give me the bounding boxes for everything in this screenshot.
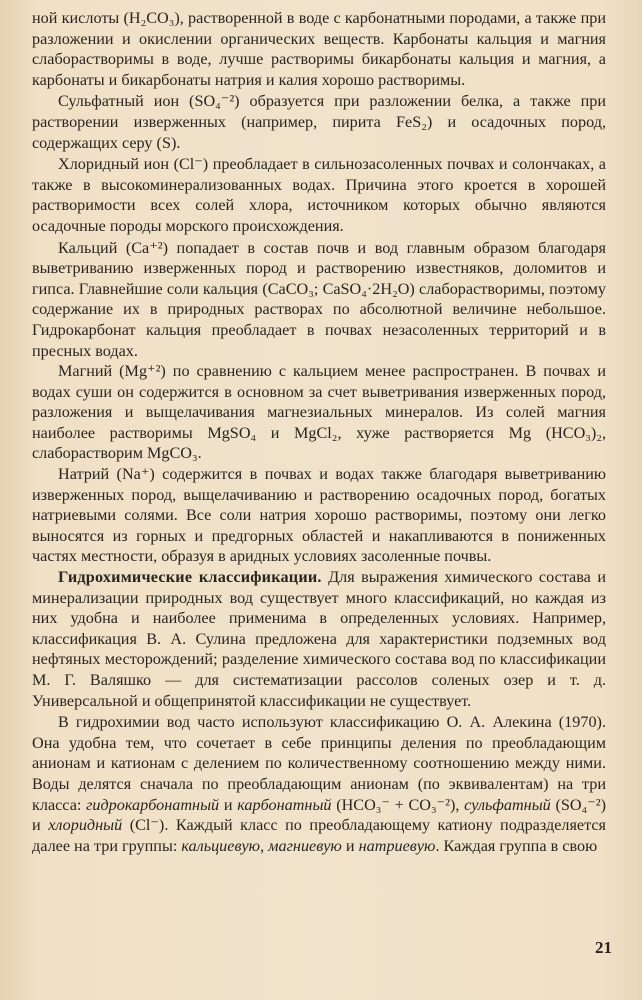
paragraph-sodium: Натрий (Na⁺) содержится в почвах и водах также благодаря выветриванию изверженных пород, выщелачиванию и растворению осадочных пород, богатых натриевыми солями. Все соли натрия хорошо растворимы, поэтому они легко выносятся из горных и предгорных областей и накапливаются в пониженных частях местности, образуя в аридных условиях засоленные почвы. bbox=[32, 465, 606, 566]
text-segment: (HCO₃⁻ + CO₃⁻²), bbox=[331, 795, 465, 814]
page-number: 21 bbox=[595, 938, 612, 957]
italic-term: кальциевую bbox=[181, 836, 261, 855]
paragraph-body: Для выражения химического состава и минерализации природных вод существует много классификаций, но каждая из них удобна и наиболее применима в определенных условиях. Например, классификация В. А. Сулина предложена для характеристики подземных вод нефтяных месторождений; разделение химического состава вод по классификации М. Г. Валяшко — для систематизации рассолов соленых озер и т. д. Универсальной и общепринятой классификации не существует. bbox=[32, 568, 606, 710]
paragraph-chloride-ion: Хлоридный ион (Cl⁻) преобладает в сильнозасоленных почвах и солончаках, а также в высокоминерализованных водах. Причина этого кроется в хорошей растворимости всех солей хлора, источником которых обычно являются осадочные породы морского происхождения. bbox=[32, 155, 606, 235]
paragraph-magnesium: Магний (Mg⁺²) по сравнению с кальцием менее распространен. В почвах и водах суши он содержится в основном за счет выветривания изверженных пород, разложения и выщелачивания магнезиальных минералов. Из солей магния наиболее растворимы MgSO₄ и MgCl₂, хуже растворяется Mg (HCO₃)₂, слаборастворим MgCO₃. bbox=[32, 362, 606, 463]
italic-term: карбонатный bbox=[237, 795, 332, 814]
text-segment: и bbox=[341, 836, 359, 855]
paragraph-calcium: Кальций (Ca⁺²) попадает в состав почв и вод главным образом благодаря выветриванию изверженных пород и растворению известняков, доломитов и гипса. Главнейшие соли кальция (CaCO₃; CaSO₄·2H₂O) слаборастворимы, поэтому содержание их в природных растворах по абсолютной величине небольшое. Гидрокарбонат кальция преобладает в почвах незасоленных территорий и в пресных водах. bbox=[32, 238, 606, 360]
section-heading: Гидрохимические классификации. bbox=[58, 568, 322, 587]
paragraph-hydrochemical-classifications bbox=[32, 567, 606, 711]
text-segment: , bbox=[260, 836, 269, 855]
paragraph-carbonates: ной кислоты (H₂CO₃), растворенной в воде с карбонатными породами, а также при разложении и окислении органических веществ. Карбонаты кальция и магния слаборастворимы в воде, лучше растворимы бикарбонаты кальция и магния, а карбонаты и бикарбонаты натрия и калия хорошо растворимы. bbox=[32, 9, 606, 89]
italic-term: сульфатный bbox=[464, 795, 551, 814]
text-segment: В гидрохимии вод часто используют классификацию О. А. Алекина (1970). Она удобна тем, что сочетает в себе принципы деления по преобладающим анионам и катионам с делением по количественному соотношению между ними. Воды делятся сначала по преобладающим анионам (по эквивалентам) на три класса: bbox=[32, 713, 606, 814]
text-segment: и bbox=[219, 795, 238, 814]
text-segment: (Cl⁻). Каждый класс по преобладающему катиону подразделяется далее на три группы: bbox=[32, 816, 606, 855]
paragraph-alekin-classification bbox=[32, 712, 606, 856]
italic-term: магниевую bbox=[268, 836, 342, 855]
text-segment: . Каждая группа в свою bbox=[435, 836, 598, 855]
paragraph-sulfate-ion: Сульфатный ион (SO₄⁻²) образуется при разложении белка, а также при растворении изверженных (например, пирита FeS₂) и осадочных пород, содержащих серу (S). bbox=[32, 92, 606, 152]
text-segment: (SO₄⁻²) и bbox=[32, 795, 606, 835]
italic-term: хлоридный bbox=[48, 816, 123, 835]
italic-term: натриевую bbox=[358, 836, 436, 855]
italic-term: гидрокарбонатный bbox=[86, 795, 220, 814]
